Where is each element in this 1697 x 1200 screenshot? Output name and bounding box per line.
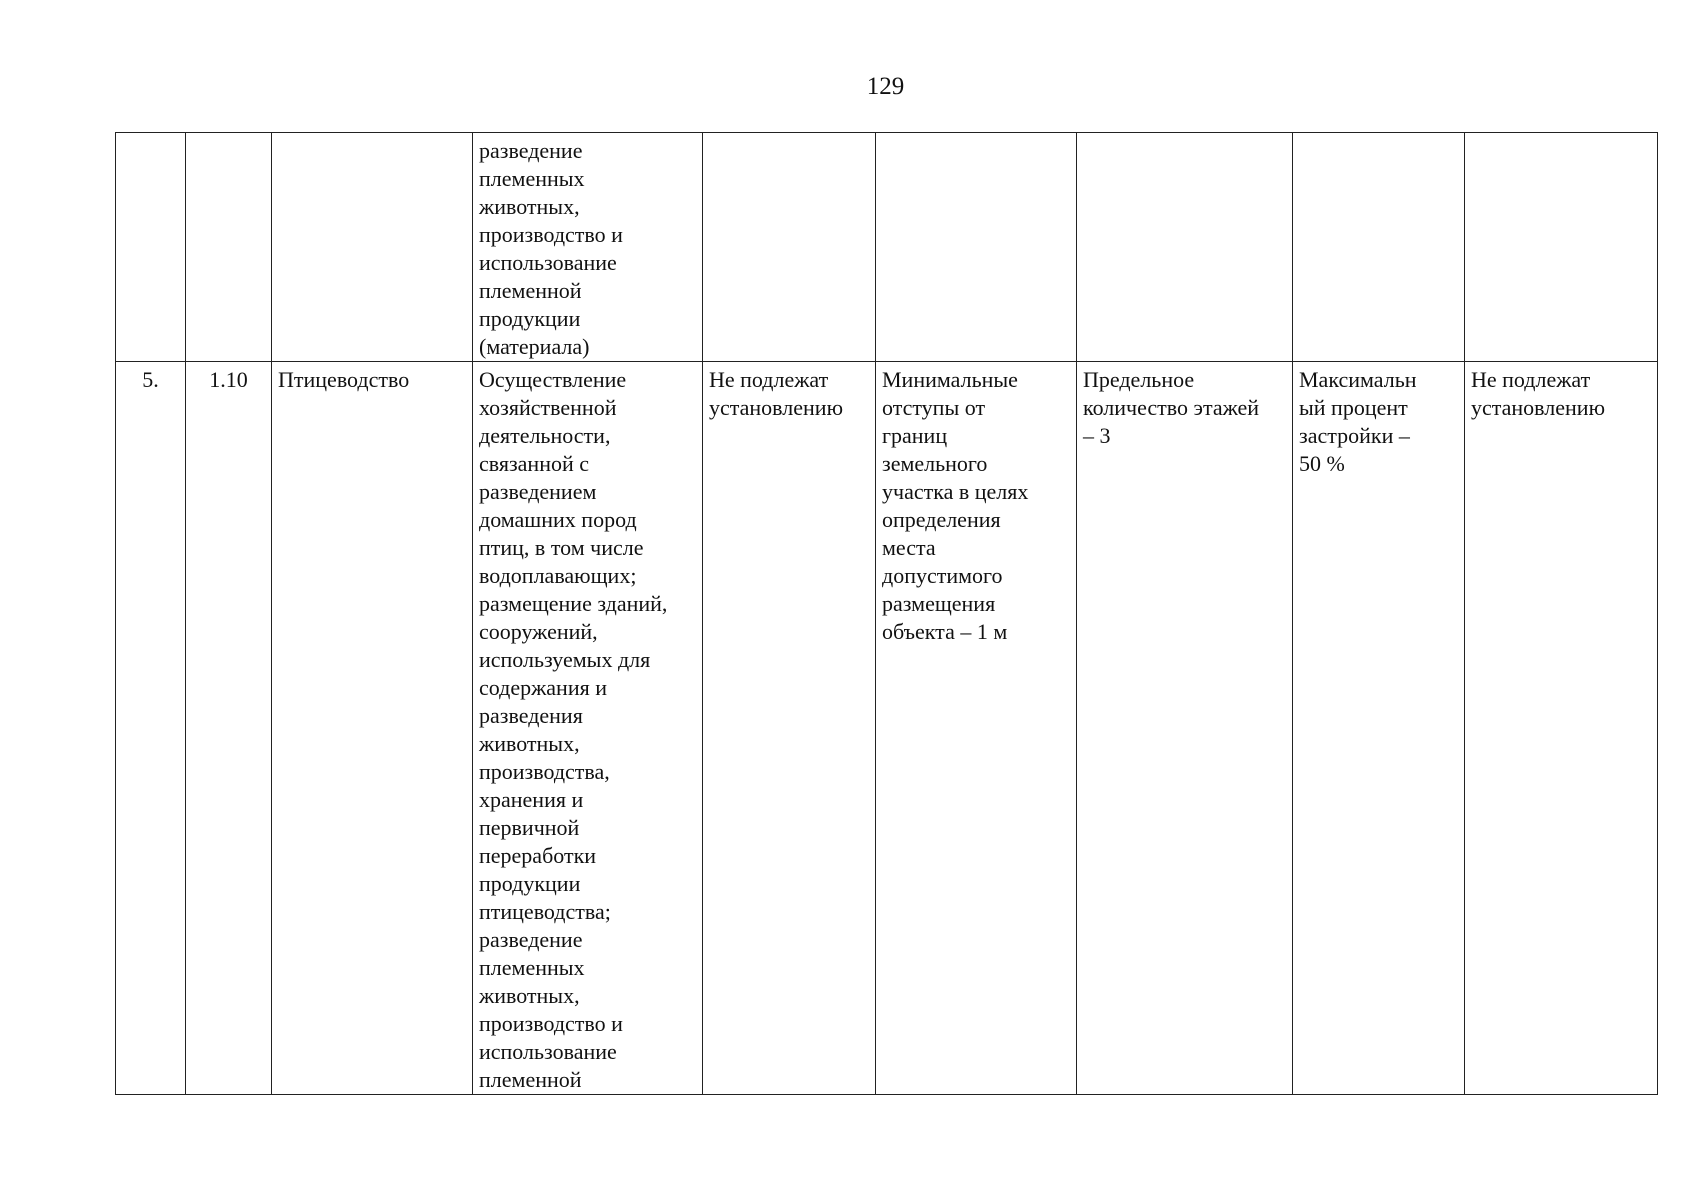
table-cell-description: Осуществление хозяйственной деятельности, связанной с разведением домашних пород птиц, в том числе водоплавающих; размещение зданий, сооружений, используемых для содержания и разведения животных, производства, хранения и первичной переработки продукции птицеводства; разведение племенных животных, производство и использование племенной [473, 362, 703, 1095]
table-cell-setbacks: Минимальные отступы от границ земельного участка в целях определения места допустимого размещения объекта – 1 м [876, 362, 1077, 1095]
table-cell-code [186, 133, 272, 362]
table-cell-number [116, 133, 186, 362]
table-cell-area-limits: Не подлежат установлению [703, 362, 876, 1095]
table-cell-setbacks [876, 133, 1077, 362]
table-cell-name: Птицеводство [272, 362, 473, 1095]
table-cell-code: 1.10 [186, 362, 272, 1095]
page-number: 129 [866, 73, 905, 100]
table-cell-floors: Предельное количество этажей – 3 [1077, 362, 1293, 1095]
table-cell-floors [1077, 133, 1293, 362]
table-cell-other [1465, 133, 1658, 362]
table-cell-area-limits [703, 133, 876, 362]
table-row [116, 362, 1658, 1095]
table-cell-coverage [1293, 133, 1465, 362]
table-cell-description: разведение племенных животных, производство и использование племенной продукции (материала) [473, 133, 703, 362]
table-cell-other: Не подлежат установлению [1465, 362, 1658, 1095]
table-row [116, 133, 1658, 362]
regulations-table [115, 132, 1658, 1095]
table-cell-coverage: Максимальн ый процент застройки – 50 % [1293, 362, 1465, 1095]
table-cell-name [272, 133, 473, 362]
table-cell-number: 5. [116, 362, 186, 1095]
